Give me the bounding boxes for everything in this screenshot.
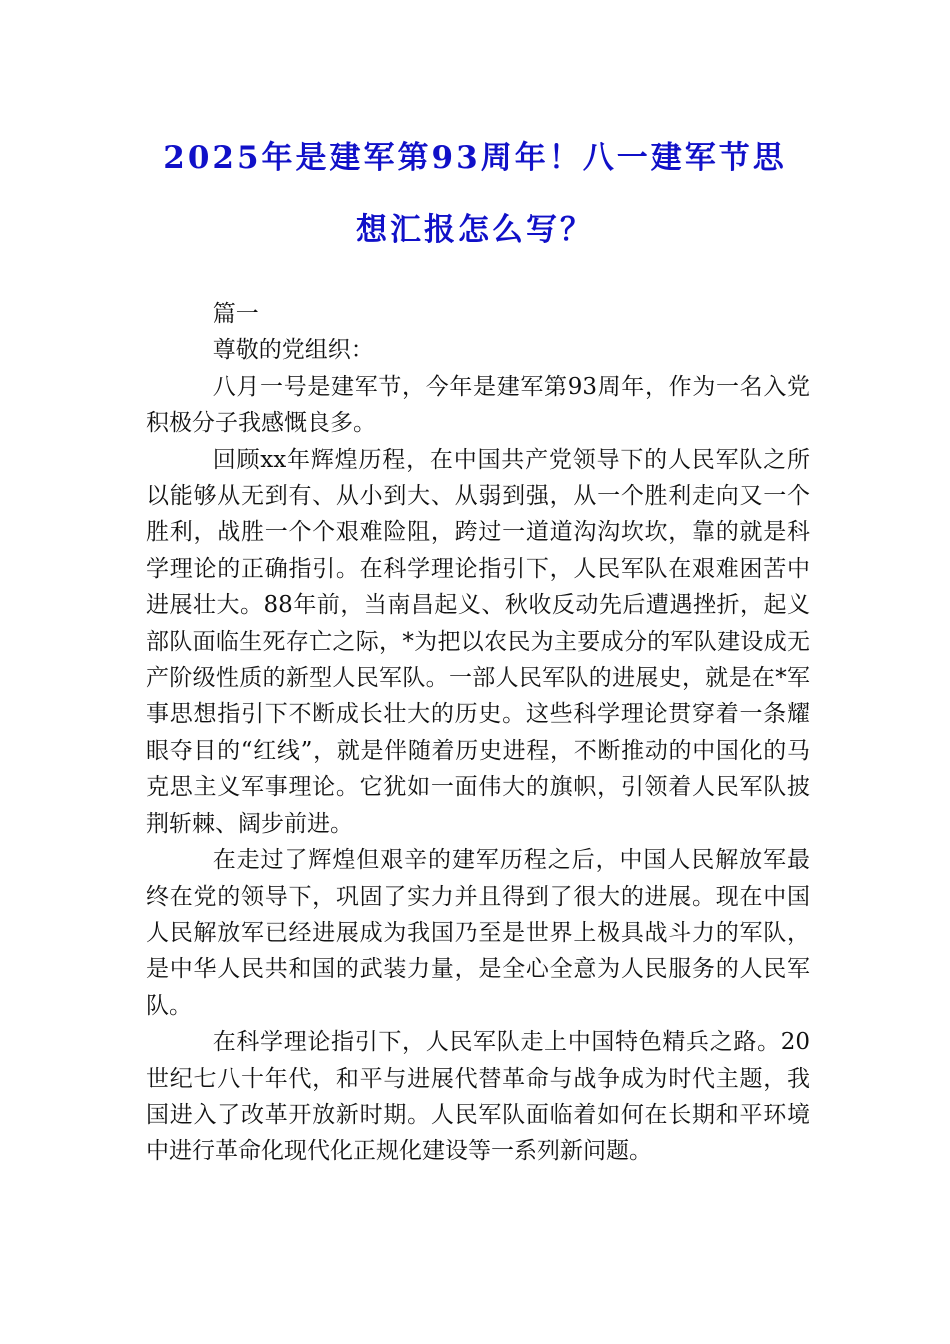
document-body <box>146 296 810 1170</box>
document-title-line-2: 想汇报怎么写？ <box>356 212 594 248</box>
document-title-line-1: 2025年是建军第93周年！八一建军节思 <box>163 140 787 176</box>
salutation: 尊敬的党组织： <box>212 337 374 364</box>
body-paragraph: 在走过了辉煌但艰辛的建军历程之后，中国人民解放军最终在党的领导下，巩固了实力并且得到了很大的进展。现在中国人民解放军已经进展成为我国乃至是世界上极具战斗力的军队，是中华人民共和国的武装力量，是全心全意为人民服务的人民军队。 <box>146 847 810 1019</box>
body-paragraph: 回顾xx年辉煌历程，在中国共产党领导下的人民军队之所以能够从无到有、从小到大、从弱到强，从一个胜利走向又一个胜利，战胜一个个艰难险阻，跨过一道道沟沟坎坎，靠的就是科学理论的正确指引。在科学理论指引下，人民军队在艰难困苦中进展壮大。88年前，当南昌起义、秋收反动先后遭遇挫折，起义部队面临生死存亡之际，*为把以农民为主要成分的军队建设成无产阶级性质的新型人民军队。一部人民军队的进展史，就是在*军事思想指引下不断成长壮大的历史。这些科学理论贯穿着一条耀眼夺目的“红线”，就是伴随着历史进程，不断推动的中国化的马克思主义军事理论。它犹如一面伟大的旗帜，引领着人民军队披荆斩棘、阔步前进。 <box>146 446 810 837</box>
body-paragraph: 在科学理论指引下，人民军队走上中国特色精兵之路。20世纪七八十年代，和平与进展代替革命与战争成为时代主题，我国进入了改革开放新时期。人民军队面临着如何在长期和平环境中进行革命化现代化正规化建设等一系列新问题。 <box>146 1029 810 1165</box>
section-heading: 篇一 <box>212 301 259 327</box>
body-paragraph: 八月一号是建军节，今年是建军第93周年，作为一名入党积极分子我感慨良多。 <box>146 373 810 437</box>
